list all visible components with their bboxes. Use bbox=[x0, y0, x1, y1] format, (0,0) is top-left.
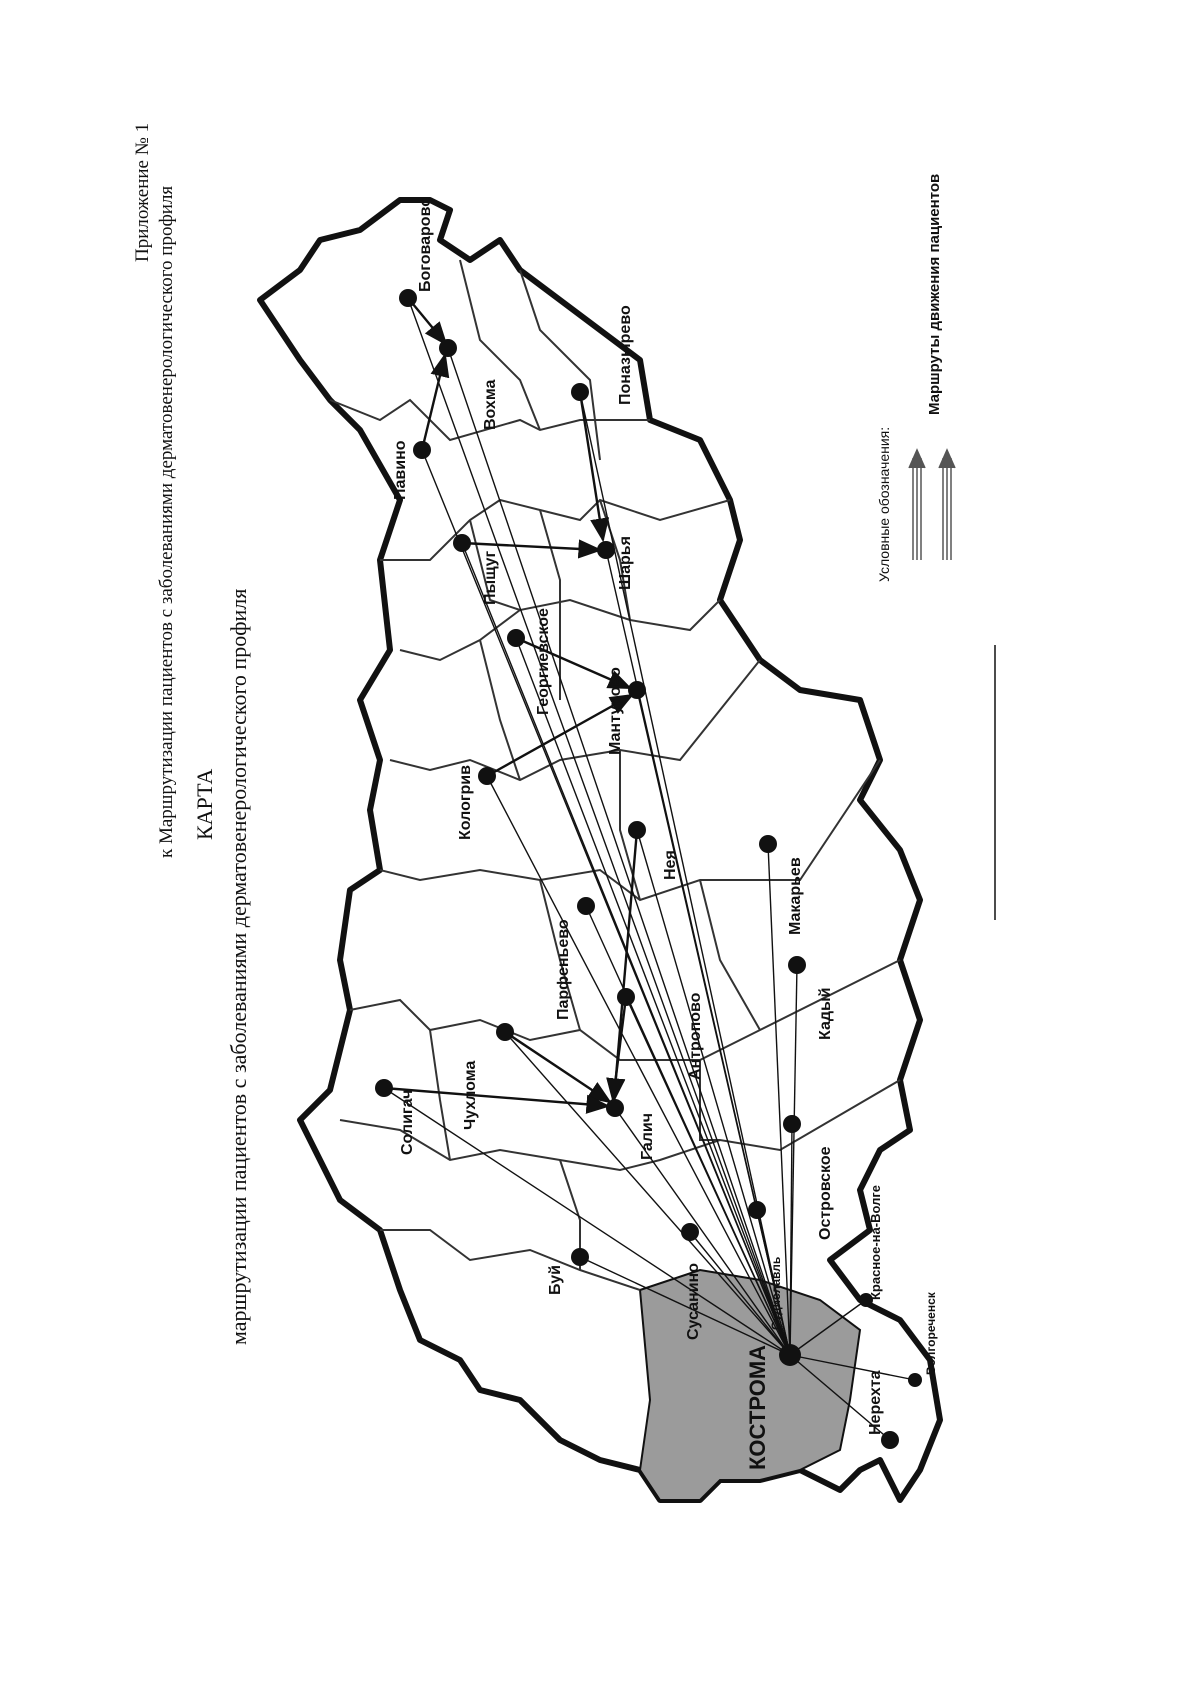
map-subtitle: маршрутизации пациентов с заболеваниями дерматовенерологического профиля bbox=[226, 588, 251, 1345]
label-kadyy: Кадый bbox=[817, 987, 834, 1040]
label-vokhma: Вохма bbox=[482, 379, 499, 430]
label-neya: Нея bbox=[662, 850, 679, 880]
label-chukhloma: Чухлома bbox=[462, 1060, 479, 1130]
label-gorodishchevskoe: Георгиевское bbox=[535, 608, 552, 715]
label-kostroma: КОСТРОМА bbox=[745, 1344, 770, 1470]
label-parfenyevo: Парфеньево bbox=[555, 919, 572, 1020]
label-manturovo: Мантурово bbox=[607, 667, 624, 755]
label-nerekhta: Нерехта bbox=[867, 1370, 884, 1435]
label-krasnoe: Красное-на-Волге bbox=[868, 1184, 883, 1300]
label-sudislavl: Судиславль bbox=[769, 1256, 783, 1330]
label-antropovo: Антропово bbox=[687, 992, 704, 1080]
appendix-subtitle: к Маршрутизации пациентов с заболеваниями дерматовенерологического профиля bbox=[156, 185, 177, 858]
map-title: КАРТА bbox=[192, 768, 217, 840]
legend-arrow-icon bbox=[909, 450, 955, 560]
region-outline bbox=[260, 200, 940, 1500]
appendix-label: Приложение № 1 bbox=[132, 122, 153, 262]
label-ostrovskoe: Островское bbox=[817, 1146, 834, 1240]
label-ponazyrevo: Поназырево bbox=[617, 305, 634, 405]
legend-route-label: Маршруты движения пациентов bbox=[926, 173, 943, 415]
label-pavino: Павино bbox=[392, 440, 409, 500]
label-sharya: Шарья bbox=[617, 536, 634, 590]
label-makariev: Макарьев bbox=[787, 857, 804, 935]
label-bogovarovo: Боговарово bbox=[417, 197, 434, 292]
label-galich: Галич bbox=[639, 1112, 656, 1160]
label-susanino: Сусанино bbox=[685, 1263, 702, 1340]
label-soligalich: Солигач bbox=[399, 1089, 416, 1155]
label-pyshchug: Пыщуг bbox=[482, 550, 499, 605]
legend-heading: Условные обозначения: bbox=[876, 426, 892, 582]
label-buy: Буй bbox=[547, 1264, 564, 1295]
label-kologriv: Кологрив bbox=[457, 765, 474, 840]
label-volgorechensk: Волгореченск bbox=[924, 1292, 938, 1375]
